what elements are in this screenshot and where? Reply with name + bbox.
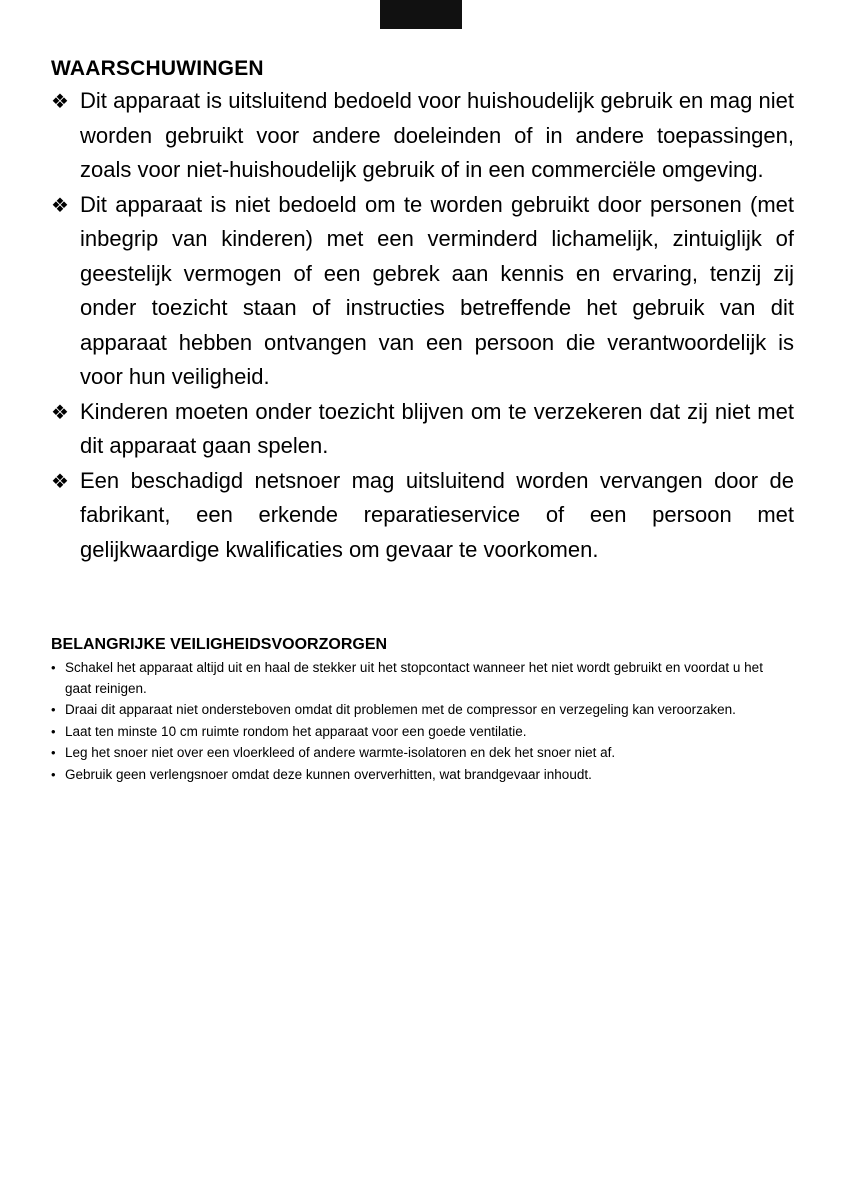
warnings-list: [51, 84, 794, 567]
dot-bullet-icon: •: [51, 745, 56, 760]
precaution-text: Gebruik geen verlengsnoer omdat deze kunnen oververhitten, wat brandgevaar inhoudt.: [65, 766, 592, 782]
precaution-text: Draai dit apparaat niet ondersteboven omdat dit problemen met de compressor en verzegeling kan veroorzaken.: [65, 702, 736, 717]
precaution-text: Laat ten minste 10 cm ruimte rondom het apparaat voor een goede ventilatie.: [65, 723, 527, 739]
precaution-text: Leg het snoer niet over een vloerkleed of andere warmte-isolatoren en dek het snoer niet af.: [65, 745, 616, 760]
page-top-tab: [380, 0, 462, 29]
precautions-list: [51, 658, 791, 785]
warning-item: [51, 464, 794, 568]
warning-item: [51, 395, 794, 464]
dot-bullet-icon: •: [51, 660, 56, 675]
dot-bullet-icon: •: [51, 766, 56, 782]
precaution-text: Schakel het apparaat altijd uit en haal de stekker uit het stopcontact wanneer het niet wordt gebruikt en voordat u het gaat reinigen.: [65, 660, 763, 696]
precaution-item: [51, 658, 791, 699]
warning-text: Dit apparaat is niet bedoeld om te worden gebruikt door personen (met inbegrip van kinderen) met een verminderd lichamelijk, zintuiglijk of geestelijk vermogen of een gebrek aan kennis en ervaring, tenzij zij onder toezicht staan of instructies betreffende het gebruik van dit apparaat hebben ontvangen van een persoon die verantwoordelijk is voor hun veiligheid.: [80, 191, 794, 389]
precaution-item: [51, 700, 791, 721]
warnings-section: [51, 56, 794, 567]
warnings-title: WAARSCHUWINGEN: [51, 57, 264, 80]
dot-bullet-icon: •: [51, 702, 56, 717]
precaution-item: [51, 743, 791, 764]
diamond-bullet-icon: ❖: [51, 192, 69, 217]
diamond-bullet-icon: ❖: [51, 89, 69, 113]
precautions-section: [51, 634, 791, 786]
warning-text: Een beschadigd netsnoer mag uitsluitend worden vervangen door de fabrikant, een erkende reparatieservice of een persoon met gelijkwaardige kwalificaties om gevaar te voorkomen.: [80, 467, 794, 562]
precautions-title: BELANGRIJKE VEILIGHEIDSVOORZORGEN: [51, 636, 388, 653]
diamond-bullet-icon: ❖: [51, 468, 69, 493]
precaution-item: [51, 722, 791, 743]
precaution-item: [51, 765, 791, 786]
warning-item: [51, 84, 794, 188]
warning-text: Kinderen moeten onder toezicht blijven om te verzekeren dat zij niet met dit apparaat gaan spelen.: [80, 398, 794, 458]
warning-text: Dit apparaat is uitsluitend bedoeld voor huishoudelijk gebruik en mag niet worden gebruikt voor andere doeleinden of in andere toepassingen, zoals voor niet-huishoudelijk gebruik of in een commerciële omgeving.: [80, 88, 794, 182]
warning-item: [51, 188, 794, 395]
dot-bullet-icon: •: [51, 723, 56, 739]
diamond-bullet-icon: ❖: [51, 399, 69, 424]
